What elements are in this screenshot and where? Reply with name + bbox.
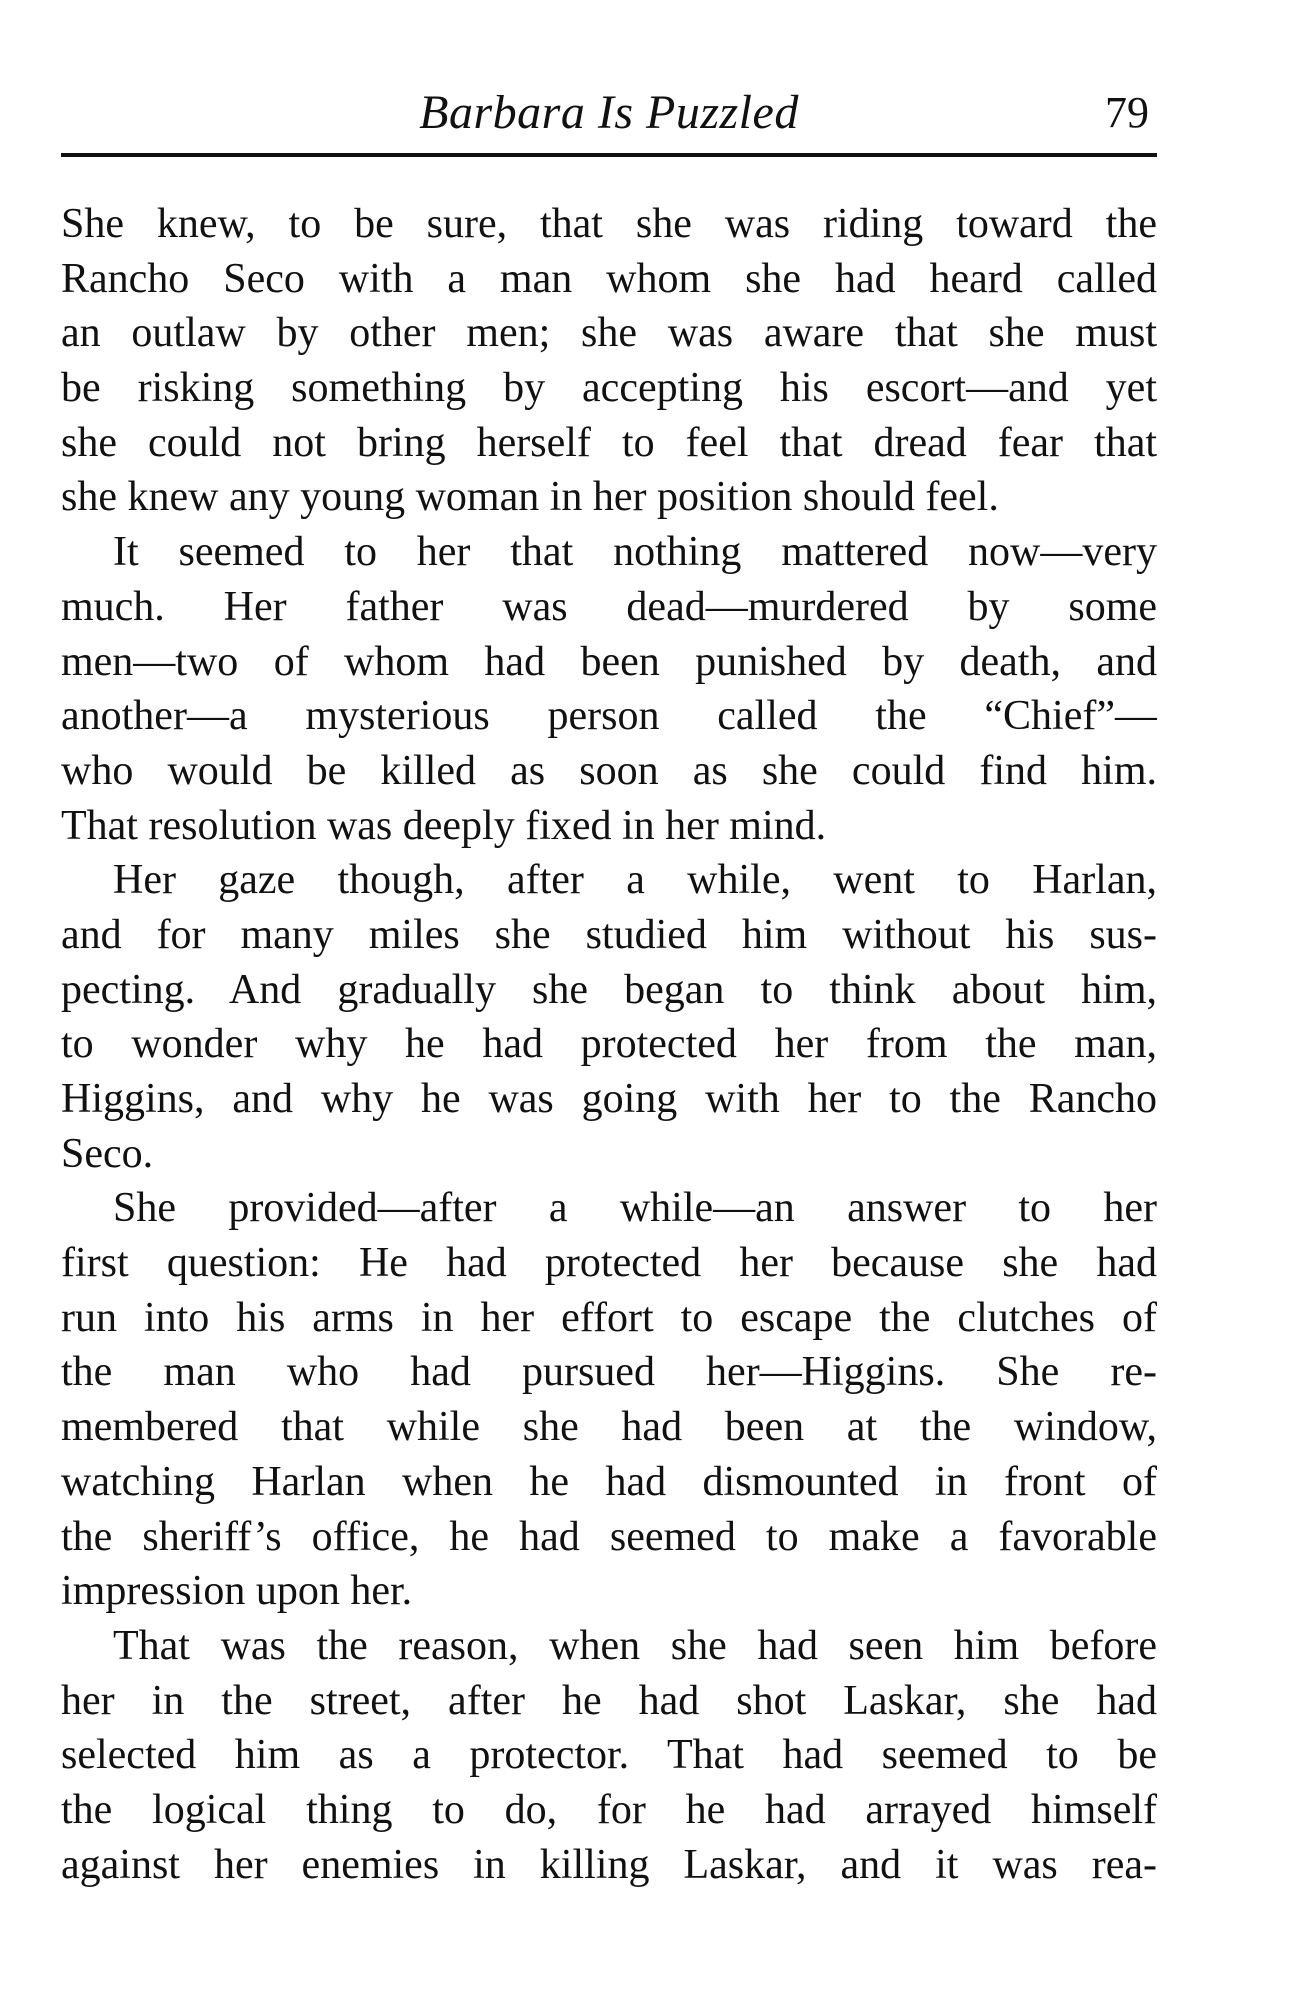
text-line: pecting. And gradually she began to think about him, — [61, 966, 1157, 1013]
text-line: she knew any young woman in her position should feel. — [61, 474, 999, 521]
text-line: impression upon her. — [61, 1568, 413, 1615]
text-line: be risking something by accepting his escort—and yet — [61, 365, 1157, 412]
text-line: run into his arms in her effort to escape the clutches of — [61, 1294, 1157, 1341]
text-line: and for many miles she studied him without his sus- — [61, 911, 1157, 958]
text-line: She provided—after a while—an answer to her — [113, 1185, 1157, 1232]
text-line: the man who had pursued her—Higgins. She re- — [61, 1349, 1157, 1396]
running-title: Barbara Is Puzzled — [419, 86, 799, 139]
text-line: Seco. — [61, 1130, 154, 1177]
page-number: 79 — [1105, 88, 1149, 137]
text-line: she could not bring herself to feel that dread fear that — [61, 419, 1157, 466]
text-line: watching Harlan when he had dismounted in front of — [61, 1458, 1157, 1505]
text-line: That resolution was deeply fixed in her mind. — [61, 802, 827, 849]
text-line: Rancho Seco with a man whom she had heard called — [61, 255, 1157, 302]
text-line: It seemed to her that nothing mattered now—very — [113, 529, 1157, 576]
text-line: an outlaw by other men; she was aware that she must — [61, 310, 1157, 357]
text-line: men—two of whom had been punished by death, and — [61, 638, 1157, 685]
text-line: against her enemies in killing Laskar, and it was rea- — [61, 1841, 1157, 1888]
text-line: She knew, to be sure, that she was riding toward the — [61, 201, 1157, 247]
text-line: the sheriff’s office, he had seemed to make a favorable — [61, 1513, 1157, 1560]
text-line: first question: He had protected her because she had — [61, 1240, 1157, 1287]
text-line: membered that while she had been at the window, — [61, 1404, 1157, 1451]
text-line: Her gaze though, after a while, went to Harlan, — [113, 857, 1157, 904]
body-text — [61, 197, 1157, 1892]
text-line: another—a mysterious person called the “Chief”— — [61, 693, 1157, 740]
text-line: Higgins, and why he was going with her to the Rancho — [61, 1076, 1157, 1122]
running-head — [61, 78, 1157, 148]
text-line: her in the street, after he had shot Laskar, she had — [61, 1677, 1157, 1724]
text-line: to wonder why he had protected her from the man, — [61, 1021, 1157, 1068]
text-line: That was the reason, when she had seen him before — [113, 1622, 1157, 1669]
text-line: who would be killed as soon as she could find him. — [61, 747, 1157, 794]
header-rule — [61, 153, 1157, 157]
text-line: the logical thing to do, for he had arrayed himself — [61, 1786, 1157, 1833]
text-line: selected him as a protector. That had seemed to be — [61, 1732, 1157, 1779]
text-line: much. Her father was dead—murdered by some — [61, 583, 1157, 630]
